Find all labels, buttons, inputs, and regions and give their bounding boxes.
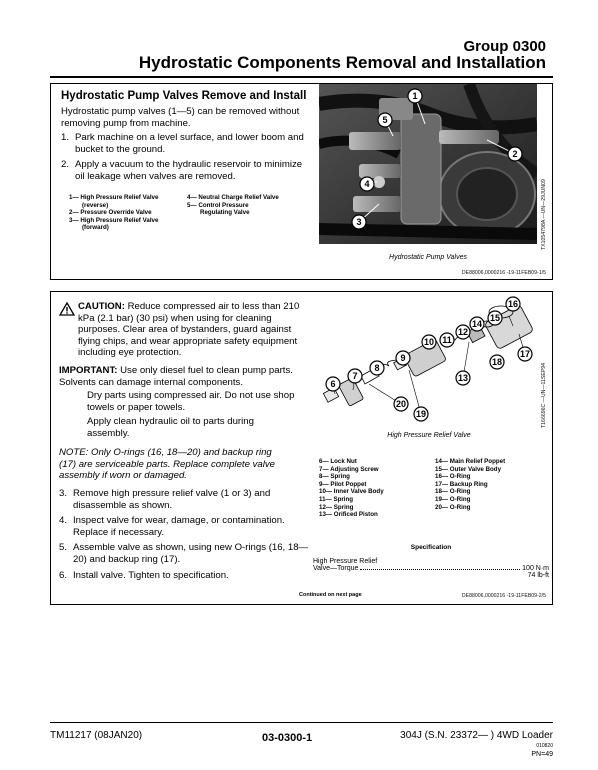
spec-title: Specification — [410, 544, 452, 551]
spec-row — [313, 565, 549, 572]
svg-text:14: 14 — [471, 319, 483, 329]
header-rule — [50, 76, 553, 78]
legend-right: 4— Neutral Charge Relief Valve 5— Control Pressure Regulating Valve — [187, 194, 279, 217]
step-item: 1. Park machine on a level surface, and lower boom and bucket to the ground. — [61, 132, 304, 155]
callout-1 — [408, 89, 422, 103]
svg-text:19: 19 — [415, 409, 427, 419]
footer-pn: PN=49 — [531, 751, 553, 758]
svg-text:11: 11 — [442, 335, 452, 345]
callout-15 — [488, 311, 502, 325]
svg-text:20: 20 — [395, 399, 407, 409]
spec-leader — [360, 569, 520, 570]
callout-4 — [360, 177, 374, 191]
callout-14 — [470, 317, 484, 331]
svg-text:5: 5 — [382, 115, 388, 125]
figure-id-1: TX1054798A —UN—29JUN09 — [541, 179, 547, 250]
callout-17 — [518, 347, 532, 361]
footer-manual-id: TM11217 (08JAN20) — [50, 730, 143, 741]
callout-3 — [352, 215, 366, 229]
important-p3: Apply clean hydraulic oil to parts during assembly. — [87, 416, 254, 439]
photo-callouts — [319, 84, 537, 244]
footer-rule — [50, 722, 553, 723]
spec-item-line2: Valve—Torque — [313, 565, 359, 572]
section-ref-1: DE88006,0000216 -19-11FEB09-1/5 — [461, 270, 546, 276]
step-item: 6. Install valve. Tighten to specification. — [59, 569, 229, 581]
figure-caption-2: High Pressure Relief Valve — [387, 432, 471, 439]
svg-text:18: 18 — [491, 357, 503, 367]
spec-item-line1: High Pressure Relief — [313, 558, 378, 565]
callout-7 — [348, 369, 362, 383]
callout-10 — [422, 335, 436, 349]
figure-caption-1: Hydrostatic Pump Valves — [389, 254, 467, 261]
important-paragraph: IMPORTANT: Use only diesel fuel to clean pump parts. Solvents can damage internal components. — [59, 365, 293, 388]
caution-paragraph: CAUTION: Reduce compressed air to less than 210 kPa (2.1 bar) (30 psi) when using for cleaning purposes. Clear area of bystanders, guard against flying chips, and wear appropriate safety equipment including eye protection. — [78, 301, 300, 359]
callout-2 — [508, 147, 522, 161]
section-title: Hydrostatic Pump Valves Remove and Install — [61, 90, 307, 102]
callout-8 — [370, 361, 384, 375]
footer-model: 304J (S.N. 23372— ) 4WD Loader — [400, 730, 553, 741]
footer-date-code: 010820 — [536, 743, 553, 749]
svg-text:7: 7 — [352, 371, 358, 381]
section-ref-2: DE88006,0000216 -19-11FEB09-2/5 — [461, 593, 546, 599]
callout-18 — [490, 355, 504, 369]
group-label: Group 0300 — [463, 38, 546, 55]
important-p2: Dry parts using compressed air. Do not use shop towels or paper towels. — [87, 390, 295, 413]
svg-text:6: 6 — [330, 379, 336, 389]
callout-20 — [394, 397, 408, 411]
warning-triangle-icon — [59, 302, 75, 316]
svg-text:9: 9 — [400, 353, 406, 363]
svg-text:13: 13 — [457, 373, 469, 383]
page-title: Hydrostatic Components Removal and Installation — [138, 53, 546, 72]
callout-16 — [506, 297, 520, 311]
svg-text:17: 17 — [519, 349, 531, 359]
valve-callouts — [319, 294, 539, 436]
svg-text:10: 10 — [423, 337, 435, 347]
steps-list-2 — [59, 488, 309, 585]
callout-11 — [440, 333, 454, 347]
step-item: 2. Apply a vacuum to the hydraulic reservoir to minimize oil leakage when valves are removed. — [61, 159, 303, 182]
svg-text:15: 15 — [489, 313, 501, 323]
svg-text:3: 3 — [356, 217, 362, 227]
valve-legend-right: 14— Main Relief Poppet 15— Outer Valve Body 16— O-Ring 17— Backup Ring 18— O-Ring 19— O-Ring 20— O-Ring — [435, 458, 506, 511]
svg-text:1: 1 — [412, 91, 418, 101]
spec-value-nm: 100 N·m — [522, 565, 549, 572]
continued-note: Continued on next page — [299, 592, 362, 598]
specification-table — [313, 544, 549, 579]
figure-id-2: T166696C —UN—11SEP94 — [541, 362, 547, 428]
callout-6 — [326, 377, 340, 391]
callout-12 — [456, 325, 470, 339]
svg-text:2: 2 — [512, 149, 518, 159]
pump-valves-photo — [319, 84, 537, 244]
step-item: 5. Assemble valve as shown, using new O-rings (16, 18—20) and backup ring (17). — [59, 542, 309, 565]
valve-legend-left: 6— Lock Nut 7— Adjusting Screw 8— Spring 9— Pilot Poppet 10— Inner Valve Body 11— Spring 12— Spring 13— Orificed Piston — [319, 458, 384, 519]
svg-text:16: 16 — [507, 299, 519, 309]
steps-list-1 — [61, 132, 309, 186]
legend-left: 1— High Pressure Relief Valve (reverse) 2— Pressure Override Valve 3— High Pressure Relief Valve (forward) — [69, 194, 159, 232]
svg-text:12: 12 — [457, 327, 469, 337]
footer-page-number: 03-0300-1 — [262, 732, 313, 744]
section-relief-valve — [50, 291, 553, 605]
step-item: 4. Inspect valve for wear, damage, or contamination. Replace if necessary. — [59, 515, 285, 538]
callout-13 — [456, 371, 470, 385]
relief-valve-drawing — [319, 294, 539, 436]
step-item: 3. Remove high pressure relief valve (1 or 3) and disassemble as shown. — [59, 488, 271, 511]
callout-5 — [378, 113, 392, 127]
callout-9 — [396, 351, 410, 365]
svg-text:8: 8 — [374, 363, 380, 373]
svg-text:4: 4 — [364, 179, 370, 189]
callout-19 — [414, 407, 428, 421]
spec-value-lbft: 74 lb-ft — [527, 572, 549, 579]
note-paragraph: NOTE: Only O-rings (16, 18—20) and backup ring (17) are serviceable parts. Replace complete valve assembly if worn or damaged. — [59, 447, 275, 482]
section-pump-valves — [50, 83, 553, 280]
intro-paragraph: Hydrostatic pump valves (1—5) can be removed without removing pump from machine. — [61, 106, 300, 129]
